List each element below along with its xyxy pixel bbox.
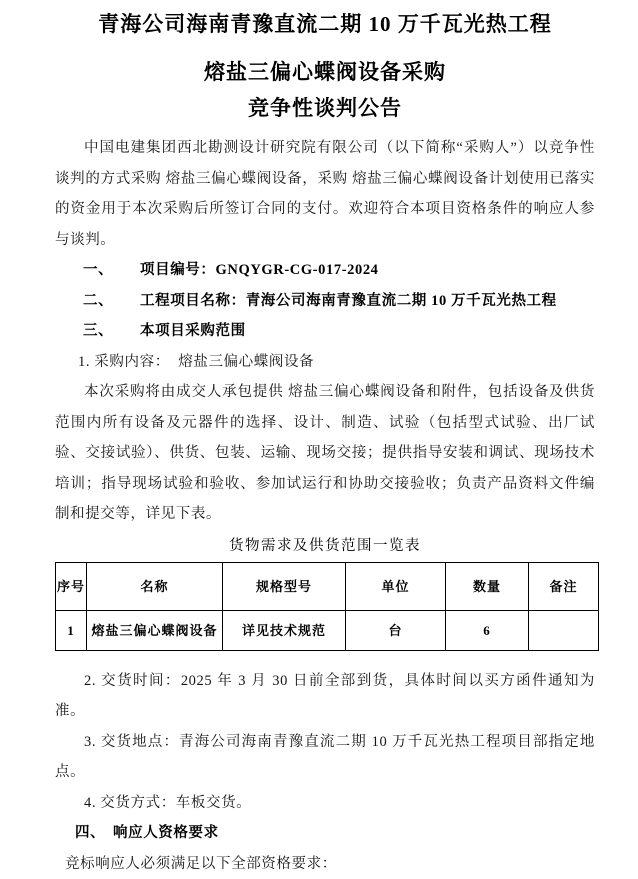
item-delivery-time: 2. 交货时间：2025 年 3 月 30 日前全部到货，具体时间以买方函件通知为准。 <box>55 666 595 727</box>
section-heading-qualification <box>55 818 595 849</box>
col-header-unit: 单位 <box>346 562 446 610</box>
section-heading-project-number <box>55 255 595 286</box>
scope-paragraph: 本次采购将由成交人承包提供 熔盐三偏心蝶阀设备和附件，包括设备及供货范围内所有设备及元器件的选择、设计、制造、试验（包括型式试验、出厂试验、交接试验）、供货、包装、运输、现场交接；提供指导安装和调试、现场技术培训；指导现场试验和验收、参加试运行和协助交接验收；负责产品资料文件编制和提交等，详见下表。 <box>55 377 595 530</box>
section-text: 响应人资格要求 <box>113 825 219 841</box>
item-delivery-method: 4. 交货方式：车板交货。 <box>55 788 595 819</box>
cell-seq: 1 <box>56 610 87 650</box>
cell-name: 熔盐三偏心蝶阀设备 <box>87 610 223 650</box>
qualification-intro: 竞标响应人必须满足以下全部资格要求： <box>55 849 595 879</box>
section-text: 本项目采购范围 <box>140 323 246 339</box>
item-delivery-place: 3. 交货地点：青海公司海南青豫直流二期 10 万千瓦光热工程项目部指定地点。 <box>55 727 595 788</box>
col-header-name: 名称 <box>87 562 223 610</box>
section-label: 四、 <box>75 818 113 849</box>
cell-unit: 台 <box>346 610 446 650</box>
section-heading-project-name <box>55 286 595 317</box>
col-header-qty: 数量 <box>446 562 529 610</box>
goods-table <box>55 562 599 651</box>
page-title-line3: 竞争性谈判公告 <box>55 94 595 122</box>
col-header-spec: 规格型号 <box>223 562 346 610</box>
page-title-line2: 熔盐三偏心蝶阀设备采购 <box>55 58 595 86</box>
cell-qty: 6 <box>446 610 529 650</box>
intro-paragraph: 中国电建集团西北勘测设计研究院有限公司（以下简称“采购人”）以竞争性谈判的方式采购 熔盐三偏心蝶阀设备，采购 熔盐三偏心蝶阀设备计划使用已落实的资金用于本次采购后所签订合同的支付。欢迎符合本项目资格条件的响应人参与谈判。 <box>55 133 595 255</box>
table-row <box>56 610 599 650</box>
item-purchase-content: 1. 采购内容： 熔盐三偏心蝶阀设备 <box>55 347 595 378</box>
section-label: 一、 <box>83 255 140 286</box>
cell-remark <box>529 610 599 650</box>
section-label: 三、 <box>83 316 140 347</box>
goods-table-caption: 货物需求及供货范围一览表 <box>55 532 595 560</box>
cell-spec: 详见技术规范 <box>223 610 346 650</box>
goods-table-header-row <box>56 562 599 610</box>
section-label: 二、 <box>83 286 140 317</box>
page-title-line1: 青海公司海南青豫直流二期 10 万千瓦光热工程 <box>55 10 595 38</box>
section-text: 工程项目名称：青海公司海南青豫直流二期 10 万千瓦光热工程 <box>140 293 557 309</box>
col-header-remark: 备注 <box>529 562 599 610</box>
section-text: 项目编号：GNQYGR-CG-017-2024 <box>140 262 379 278</box>
section-heading-procurement-scope <box>55 316 595 347</box>
col-header-seq: 序号 <box>56 562 87 610</box>
